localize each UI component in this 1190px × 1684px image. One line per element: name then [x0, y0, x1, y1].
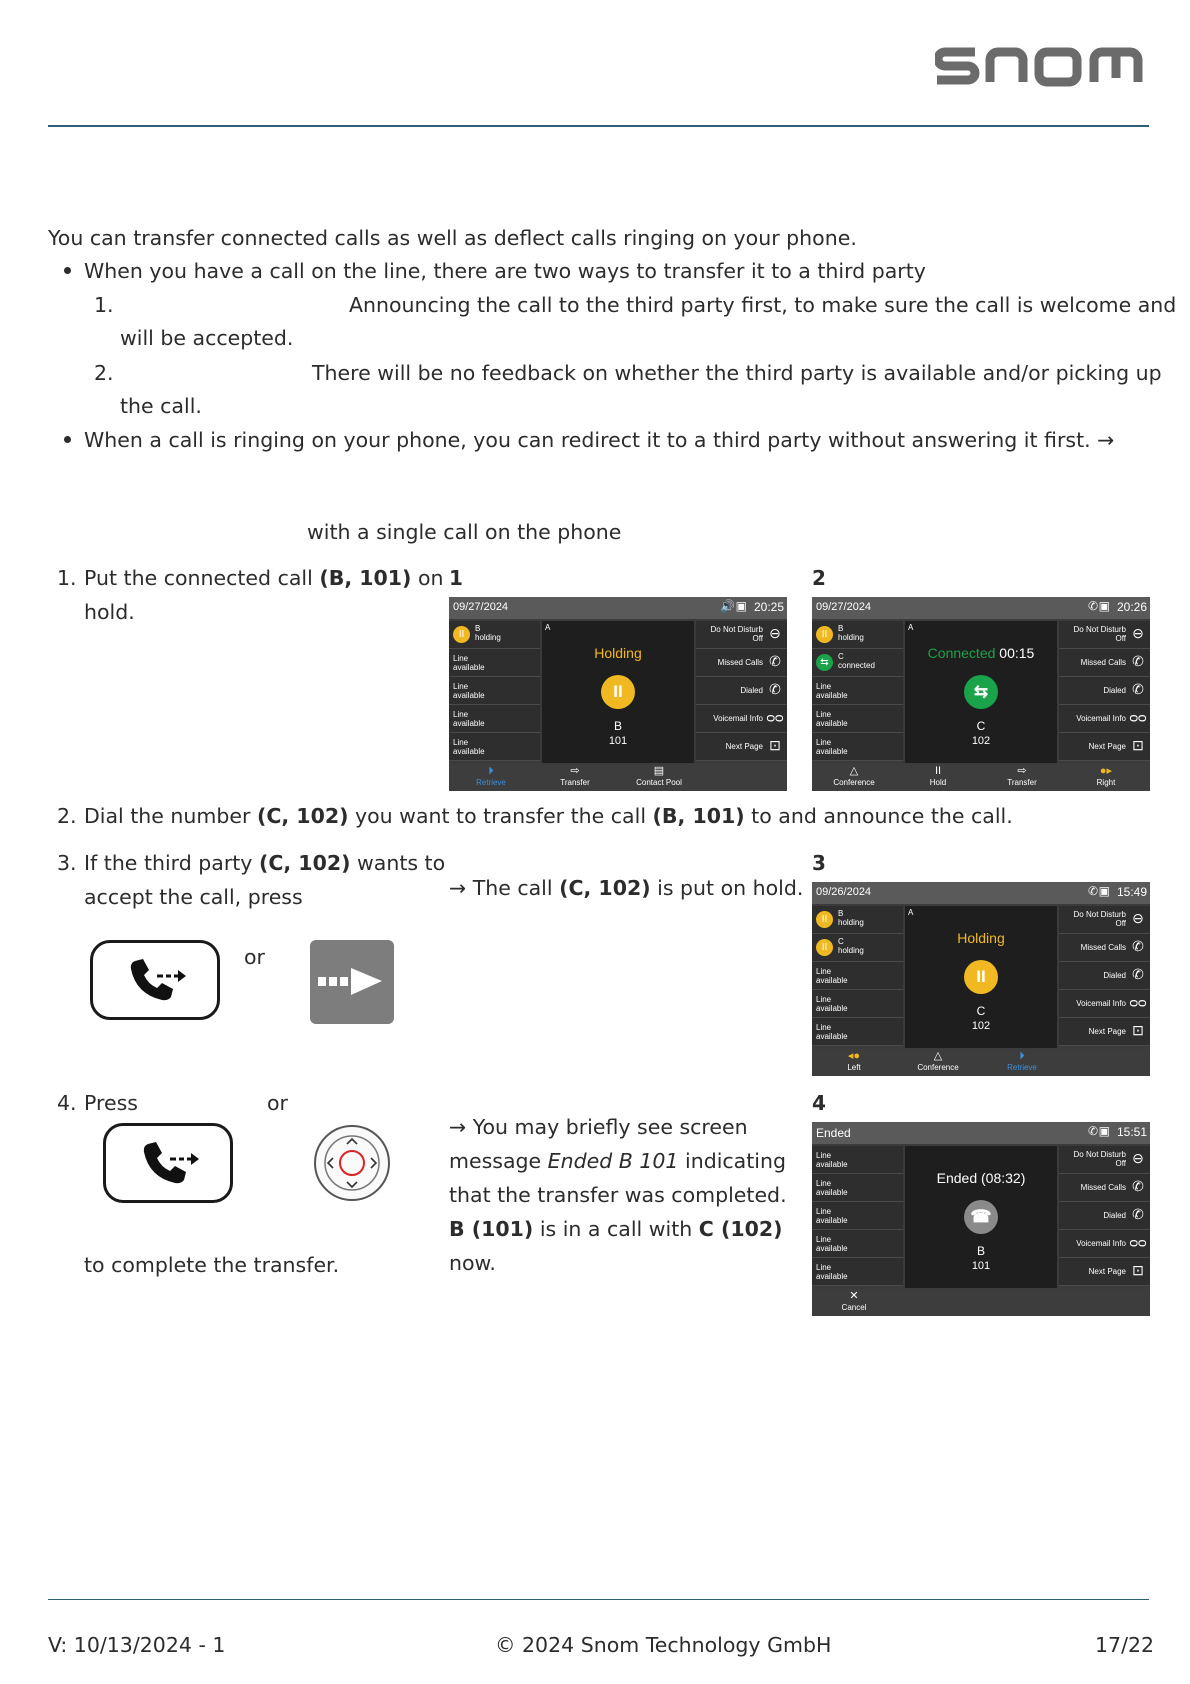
- figure-label: 1: [449, 566, 463, 590]
- line-key[interactable]: [812, 677, 903, 705]
- voicemail-icon: ᴑᴑ: [1129, 1234, 1147, 1250]
- line-label: Line available: [453, 710, 485, 728]
- screen-status: Ended: [816, 1126, 851, 1140]
- key-label: Do Not Disturb Off: [1073, 910, 1126, 928]
- item1-cont: will be accepted.: [120, 326, 294, 350]
- dnd-icon: ⊖: [1132, 1150, 1144, 1166]
- line-key[interactable]: [812, 990, 903, 1018]
- softkey-retrieve[interactable]: ⏵ Retrieve: [449, 764, 533, 787]
- line-label: Line available: [816, 1263, 848, 1281]
- or-text: or: [244, 945, 265, 969]
- bullet-dot: [64, 436, 71, 443]
- key-label: Voicemail Info: [1076, 999, 1126, 1008]
- line-key[interactable]: [812, 906, 903, 934]
- call-status: Connected 00:15: [927, 645, 1035, 661]
- line-label: Line available: [453, 682, 485, 700]
- dialed-key[interactable]: [696, 677, 787, 705]
- header-rule: [48, 125, 1149, 127]
- speaker-icon: 🔊: [720, 599, 735, 613]
- intro-bullet-1: When you have a call on the line, there are two ways to transfer it to a third party: [84, 259, 926, 283]
- key-label: Missed Calls: [1080, 943, 1126, 952]
- missed-call-icon: ✆: [769, 653, 781, 669]
- conference-icon: △: [933, 1050, 943, 1062]
- transfer-key-button[interactable]: [90, 940, 220, 1020]
- line-key[interactable]: [812, 705, 903, 733]
- line-label: Line available: [453, 738, 485, 756]
- dialed-key[interactable]: [1059, 1202, 1150, 1230]
- caller-name: B: [613, 719, 622, 733]
- voicemail-key[interactable]: [1059, 1230, 1150, 1258]
- line-label: Line available: [816, 1235, 848, 1253]
- dpad-ok-icon: [316, 1127, 388, 1199]
- dialed-icon: ✆: [769, 681, 781, 697]
- key-label: Do Not Disturb Off: [1073, 625, 1126, 643]
- item2-cont: the call.: [120, 394, 202, 418]
- line-label: C holding: [838, 937, 864, 955]
- line-key[interactable]: [449, 733, 540, 761]
- pause-icon: II: [816, 626, 833, 643]
- step4-text: Press: [84, 1091, 138, 1115]
- step1-text: Put the connected call (B, 101) on: [84, 566, 444, 590]
- dialed-key[interactable]: [1059, 962, 1150, 990]
- figure-label: 4: [812, 1091, 826, 1115]
- item2-text: There will be no feedback on whether the third party is available and/or picking up: [312, 361, 1162, 385]
- pause-icon: II: [816, 911, 833, 928]
- caller-number: 101: [608, 735, 628, 747]
- hold-icon: II: [934, 765, 942, 777]
- line-label: Line available: [816, 710, 848, 728]
- conference-icon: △: [849, 765, 859, 777]
- step4-result-1: → You may briefly see screen: [449, 1115, 748, 1139]
- step-number: 3.: [57, 851, 77, 875]
- phone-transfer-icon: [106, 1126, 230, 1200]
- connected-icon: ⇆: [964, 675, 998, 709]
- call-status: Holding: [957, 930, 1005, 946]
- dialed-icon: ✆: [1132, 1206, 1144, 1222]
- missed-calls-key[interactable]: [696, 649, 787, 677]
- softkey-right[interactable]: ●▸ Right: [1064, 764, 1148, 787]
- voicemail-key[interactable]: [696, 705, 787, 733]
- key-label: Missed Calls: [1080, 658, 1126, 667]
- key-label: Next Page: [725, 742, 763, 751]
- dnd-icon: ⊖: [769, 625, 781, 641]
- missed-call-icon: ✆: [1132, 653, 1144, 669]
- status-bar: [449, 597, 787, 619]
- line-key[interactable]: [812, 1230, 903, 1258]
- call-panel: [905, 906, 1057, 1048]
- softkey-transfer[interactable]: ⇨ Transfer: [533, 764, 617, 787]
- line-label: Line available: [453, 654, 485, 672]
- next-page-icon: ⊡: [1132, 1262, 1144, 1278]
- key-label: Do Not Disturb Off: [1073, 1150, 1126, 1168]
- line-key[interactable]: [812, 1258, 903, 1286]
- line-key[interactable]: [812, 733, 903, 761]
- voicemail-icon: ᴑᴑ: [1129, 709, 1147, 725]
- footer-rule: [48, 1599, 1149, 1600]
- party-label: A: [908, 908, 914, 917]
- line-label: C connected: [838, 652, 875, 670]
- step3-text-cont: accept the call, press: [84, 885, 303, 909]
- figure-label: 2: [812, 566, 826, 590]
- key-label: Missed Calls: [717, 658, 763, 667]
- section-subtitle: with a single call on the phone: [307, 520, 622, 544]
- key-label: Next Page: [1088, 1027, 1126, 1036]
- call-panel: [542, 621, 694, 763]
- key-label: Dialed: [1103, 971, 1126, 980]
- step1-text-cont: hold.: [84, 600, 135, 624]
- step-number: 4.: [57, 1091, 77, 1115]
- list-number: 2.: [94, 361, 114, 385]
- call-panel: [905, 621, 1057, 763]
- key-label: Voicemail Info: [1076, 714, 1126, 723]
- key-label: Do Not Disturb Off: [710, 625, 763, 643]
- phone-icon: ✆: [1087, 884, 1098, 898]
- screen-time: 15:49: [1116, 885, 1147, 899]
- softkey-conference[interactable]: △ Conference: [812, 764, 896, 787]
- line-label: Line available: [816, 1151, 848, 1169]
- arrow-transfer-icon: [310, 940, 394, 1024]
- intro-text: You can transfer connected calls as well as deflect calls ringing on your phone.: [48, 226, 857, 250]
- line-label: B holding: [838, 624, 864, 642]
- transfer-icon: ⇨: [1017, 765, 1027, 777]
- step4-result-3: that the transfer was completed.: [449, 1183, 787, 1207]
- navigation-dpad[interactable]: [314, 1125, 390, 1201]
- line-label: B holding: [475, 624, 501, 642]
- step3-result: → The call (C, 102) is put on hold.: [449, 876, 804, 900]
- step4-end-text: to complete the transfer.: [84, 1253, 340, 1277]
- phone-screen-1: [449, 597, 787, 791]
- step4-result-2: message Ended B 101 indicating: [449, 1149, 786, 1173]
- voicemail-icon: ᴑᴑ: [766, 709, 784, 725]
- softkey-contact-pool[interactable]: ▤ Contact Pool: [617, 764, 701, 787]
- line-key[interactable]: [812, 962, 903, 990]
- step-number: 2.: [57, 804, 77, 828]
- intro-bullet-2: When a call is ringing on your phone, you can redirect it to a third party without answering it first. →: [84, 428, 1115, 452]
- pause-icon: II: [816, 939, 833, 956]
- dnd-icon: ⊖: [1132, 625, 1144, 641]
- window-icon: ▣: [1098, 884, 1110, 898]
- line-label: Line available: [816, 682, 848, 700]
- softkey-conference[interactable]: △ Conference: [896, 1049, 980, 1072]
- dnd-key[interactable]: [1059, 621, 1150, 649]
- softkey-hold[interactable]: II Hold: [896, 764, 980, 787]
- pause-icon: II: [601, 675, 635, 709]
- screen-time: 20:26: [1116, 600, 1147, 614]
- line-key[interactable]: [449, 649, 540, 677]
- softkey-bar: [449, 764, 787, 791]
- dnd-key[interactable]: [696, 621, 787, 649]
- figure-label: 3: [812, 851, 826, 875]
- line-key[interactable]: [812, 1174, 903, 1202]
- dialed-key[interactable]: [1059, 677, 1150, 705]
- line-key[interactable]: [812, 934, 903, 962]
- next-page-key[interactable]: [696, 733, 787, 761]
- softkey-bar: [812, 764, 1150, 791]
- retrieve-icon: ⏵: [488, 765, 494, 777]
- screen-date: 09/27/2024: [453, 601, 509, 613]
- call-status: Ended (08:32): [936, 1170, 1026, 1186]
- retrieve-icon: ⏵: [1019, 1050, 1025, 1062]
- call-panel: [905, 1146, 1057, 1288]
- caller-name: C: [976, 1004, 986, 1018]
- footer-version: V: 10/13/2024 - 1: [48, 1633, 226, 1657]
- caller-number: 102: [971, 735, 991, 747]
- phone-icon: ✆: [1087, 1124, 1098, 1138]
- line-key[interactable]: [812, 1018, 903, 1046]
- status-bar: [812, 597, 1150, 619]
- voicemail-key[interactable]: [1059, 705, 1150, 733]
- phone-screen-4: [812, 1122, 1150, 1316]
- hangup-icon: ☎: [964, 1200, 998, 1234]
- screen-time: 20:25: [753, 600, 784, 614]
- screen-date: 09/27/2024: [816, 601, 872, 613]
- softkey-transfer[interactable]: ⇨ Transfer: [980, 764, 1064, 787]
- item1-text: Announcing the call to the third party first, to make sure the call is welcome and: [349, 293, 1177, 317]
- screen-date: 09/26/2024: [816, 886, 872, 898]
- softkey-bar: [812, 1289, 1150, 1316]
- line-key[interactable]: [449, 705, 540, 733]
- missed-calls-key[interactable]: [1059, 934, 1150, 962]
- dialed-icon: ✆: [1132, 681, 1144, 697]
- line-key[interactable]: [449, 621, 540, 649]
- missed-call-icon: ✆: [1132, 1178, 1144, 1194]
- line-key[interactable]: [449, 677, 540, 705]
- caller-number: 101: [971, 1260, 991, 1272]
- window-icon: ▣: [735, 599, 747, 613]
- softkey-cancel[interactable]: ✕ Cancel: [812, 1289, 896, 1312]
- key-label: Next Page: [1088, 1267, 1126, 1276]
- dnd-key[interactable]: [1059, 906, 1150, 934]
- phone-screen-3: [812, 882, 1150, 1076]
- line-key[interactable]: [812, 1202, 903, 1230]
- caller-name: C: [976, 719, 986, 733]
- call-status: Holding: [594, 645, 642, 661]
- dnd-icon: ⊖: [1132, 910, 1144, 926]
- bullet-dot: [64, 267, 71, 274]
- list-number: 1.: [94, 293, 114, 317]
- key-label: Missed Calls: [1080, 1183, 1126, 1192]
- next-page-key[interactable]: [1059, 1258, 1150, 1286]
- next-page-key[interactable]: [1059, 1018, 1150, 1046]
- dnd-key[interactable]: [1059, 1146, 1150, 1174]
- left-icon: ◂●: [847, 1050, 861, 1062]
- line-label: Line available: [816, 995, 848, 1013]
- missed-calls-key[interactable]: [1059, 649, 1150, 677]
- line-label: B holding: [838, 909, 864, 927]
- step2-text: Dial the number (C, 102) you want to transfer the call (B, 101) to and announce the call.: [84, 804, 1013, 828]
- step4-result-5: now.: [449, 1251, 496, 1275]
- or-text: or: [267, 1091, 288, 1115]
- softkey-retrieve[interactable]: ⏵ Retrieve: [980, 1049, 1064, 1072]
- key-label: Dialed: [1103, 1211, 1126, 1220]
- footer-copyright: © 2024 Snom Technology GmbH: [495, 1633, 832, 1657]
- connected-icon: ⇆: [816, 654, 833, 671]
- step4-result-4: B (101) is in a call with C (102): [449, 1217, 783, 1241]
- missed-call-icon: ✆: [1132, 938, 1144, 954]
- pause-icon: II: [453, 626, 470, 643]
- snom-logo: [935, 38, 1147, 108]
- next-page-icon: ⊡: [1132, 737, 1144, 753]
- line-key[interactable]: [812, 621, 903, 649]
- phone-icon: ✆: [1087, 599, 1098, 613]
- next-page-key[interactable]: [1059, 733, 1150, 761]
- transfer-softkey-button[interactable]: [310, 940, 394, 1024]
- right-icon: ●▸: [1099, 765, 1113, 777]
- next-page-icon: ⊡: [769, 737, 781, 753]
- next-page-icon: ⊡: [1132, 1022, 1144, 1038]
- pause-icon: II: [964, 960, 998, 994]
- line-label: Line available: [816, 738, 848, 756]
- step-number: 1.: [57, 566, 77, 590]
- key-label: Voicemail Info: [713, 714, 763, 723]
- status-bar: [812, 882, 1150, 904]
- line-label: Line available: [816, 967, 848, 985]
- screen-time: 15:51: [1116, 1125, 1147, 1139]
- voicemail-key[interactable]: [1059, 990, 1150, 1018]
- line-key[interactable]: [812, 649, 903, 677]
- close-icon: ✕: [849, 1290, 859, 1302]
- window-icon: ▣: [1098, 599, 1110, 613]
- contact-icon: ▤: [653, 765, 665, 777]
- party-label: A: [908, 623, 914, 632]
- key-label: Next Page: [1088, 742, 1126, 751]
- line-key[interactable]: [812, 1146, 903, 1174]
- footer-page: 17/22: [1095, 1633, 1155, 1657]
- line-label: Line available: [816, 1207, 848, 1225]
- phone-transfer-icon: [93, 943, 217, 1017]
- voicemail-icon: ᴑᴑ: [1129, 994, 1147, 1010]
- transfer-icon: ⇨: [570, 765, 580, 777]
- key-label: Dialed: [1103, 686, 1126, 695]
- phone-screen-2: [812, 597, 1150, 791]
- transfer-key-button[interactable]: [103, 1123, 233, 1203]
- softkey-bar: [812, 1049, 1150, 1076]
- status-bar: [812, 1122, 1150, 1144]
- key-label: Voicemail Info: [1076, 1239, 1126, 1248]
- party-label: A: [545, 623, 551, 632]
- line-label: Line available: [816, 1023, 848, 1041]
- softkey-left[interactable]: ◂● Left: [812, 1049, 896, 1072]
- window-icon: ▣: [1098, 1124, 1110, 1138]
- caller-name: B: [976, 1244, 985, 1258]
- caller-number: 102: [971, 1020, 991, 1032]
- missed-calls-key[interactable]: [1059, 1174, 1150, 1202]
- line-label: Line available: [816, 1179, 848, 1197]
- key-label: Dialed: [740, 686, 763, 695]
- dialed-icon: ✆: [1132, 966, 1144, 982]
- step3-text: If the third party (C, 102) wants to: [84, 851, 446, 875]
